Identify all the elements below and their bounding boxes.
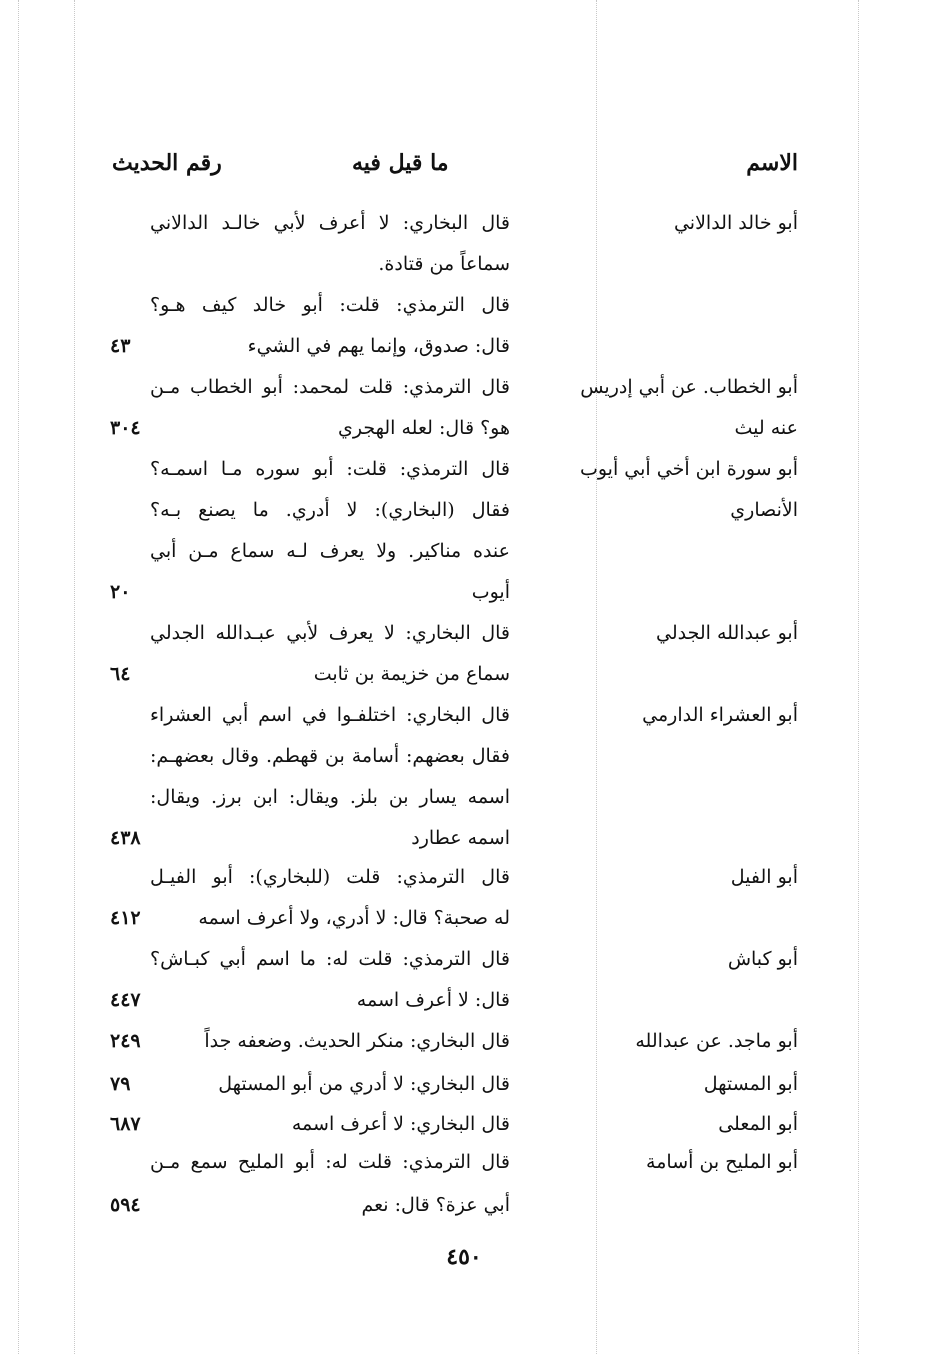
entry-said-line: له صحبة؟ قال: لا أدري، ولا أعرف اسمه	[198, 907, 510, 929]
entry-said-line: قال الترمذي: قلت: أبو سوره مـا اسمـه؟	[150, 458, 510, 480]
entry-hadith-number: ٤٣٨	[110, 827, 141, 849]
scan-edge-dots-left	[18, 0, 19, 1354]
entry-hadith-number: ٣٠٤	[110, 417, 141, 439]
entry-name: أبو كباش	[727, 948, 798, 970]
entry-said-line: عنده مناكير. ولا يعرف لـه سماع مـن أبي	[150, 540, 510, 562]
entry-hadith-number: ٧٩	[110, 1073, 131, 1095]
entry-said-line: قال البخاري: اختلفـوا في اسم أبي العشراء	[150, 704, 510, 726]
entry-hadith-number: ٥٩٤	[110, 1194, 141, 1216]
page-number: ٤٥٠	[446, 1244, 482, 1270]
entry-said-line: اسمه يسار بن بلز. ويقال: ابن برز. ويقال:	[150, 786, 510, 808]
header-said: ما قيل فيه	[352, 150, 449, 176]
entry-said-line: سماع من خزيمة بن ثابت	[313, 663, 510, 685]
entry-name: أبو عبدالله الجدلي	[656, 622, 798, 644]
entry-name: أبو المليح بن أسامة	[646, 1151, 798, 1173]
entry-name: أبو المعلى	[718, 1113, 798, 1135]
scan-edge-dots-left-inner	[74, 0, 75, 1354]
entry-hadith-number: ٦٨٧	[110, 1113, 141, 1135]
entry-name: أبو ماجد. عن عبدالله	[635, 1030, 798, 1052]
entry-said-line: اسمه عطارد	[411, 827, 510, 849]
entry-said-line: قال البخاري: لا أعرف لأبي خالـد الدالاني	[150, 212, 510, 234]
entry-hadith-number: ٦٤	[110, 663, 131, 685]
entry-name: الأنصاري	[730, 499, 798, 521]
entry-name: أبو الخطاب. عن أبي إدريس	[580, 376, 798, 398]
entry-said-line: قال الترمذي: قلت (للبخاري): أبو الفيـل	[150, 866, 510, 888]
entry-hadith-number: ٢٠	[110, 581, 131, 603]
entry-said-line: قال الترمذي: قلت لمحمد: أبو الخطاب مـن	[150, 376, 510, 398]
entry-name: أبو سورة ابن أخي أبي أيوب	[579, 458, 798, 480]
entry-hadith-number: ٢٤٩	[110, 1030, 141, 1052]
scan-edge-dots-right	[858, 0, 859, 1354]
entry-said-line: قال البخاري: لا أعرف اسمه	[291, 1113, 510, 1135]
entry-said-line: قال البخاري: لا يعرف لأبي عبـدالله الجدلي	[150, 622, 510, 644]
entry-name: عنه ليث	[734, 417, 798, 439]
entry-said-line: أبي عزة؟ قال: نعم	[361, 1194, 510, 1216]
entry-said-line: قال: صدوق، وإنما يهم في الشيء	[247, 335, 510, 357]
entry-said-line: قال البخاري: لا أدري من أبو المستهل	[218, 1073, 510, 1095]
entry-name: أبو خالد الدالاني	[673, 212, 798, 234]
entry-name: أبو المستهل	[703, 1073, 798, 1095]
entry-said-line: أيوب	[471, 581, 510, 603]
entry-said-line: فقال (البخاري): لا أدري. ما يصنع بـه؟	[150, 499, 510, 521]
entry-hadith-number: ٤٤٧	[110, 989, 141, 1011]
entry-said-line: قال: لا أعرف اسمه	[356, 989, 510, 1011]
entry-hadith-number: ٤١٢	[110, 907, 141, 929]
entry-said-line: قال البخاري: منكر الحديث. وضعفه جداً	[204, 1030, 510, 1052]
entry-hadith-number: ٤٣	[110, 335, 131, 357]
header-name: الاسم	[746, 150, 798, 176]
entry-name: أبو الفيل	[730, 866, 798, 888]
entry-said-line: قال الترمذي: قلت: أبو خالد كيف هـو؟	[150, 294, 510, 316]
entry-name: أبو العشراء الدارمي	[642, 704, 798, 726]
entry-said-line: قال الترمذي: قلت له: ما اسم أبي كبـاش؟	[150, 948, 510, 970]
entry-said-line: فقال بعضهم: أسامة بن قهطم. وقال بعضهـم:	[150, 745, 510, 767]
entry-said-line: قال الترمذي: قلت له: أبو المليح سمع مـن	[150, 1151, 510, 1173]
header-hadith-number: رقم الحديث	[112, 150, 222, 176]
entry-said-line: هو؟ قال: لعله الهجري	[338, 417, 510, 439]
entry-said-line: سماعاً من قتادة.	[378, 253, 510, 275]
